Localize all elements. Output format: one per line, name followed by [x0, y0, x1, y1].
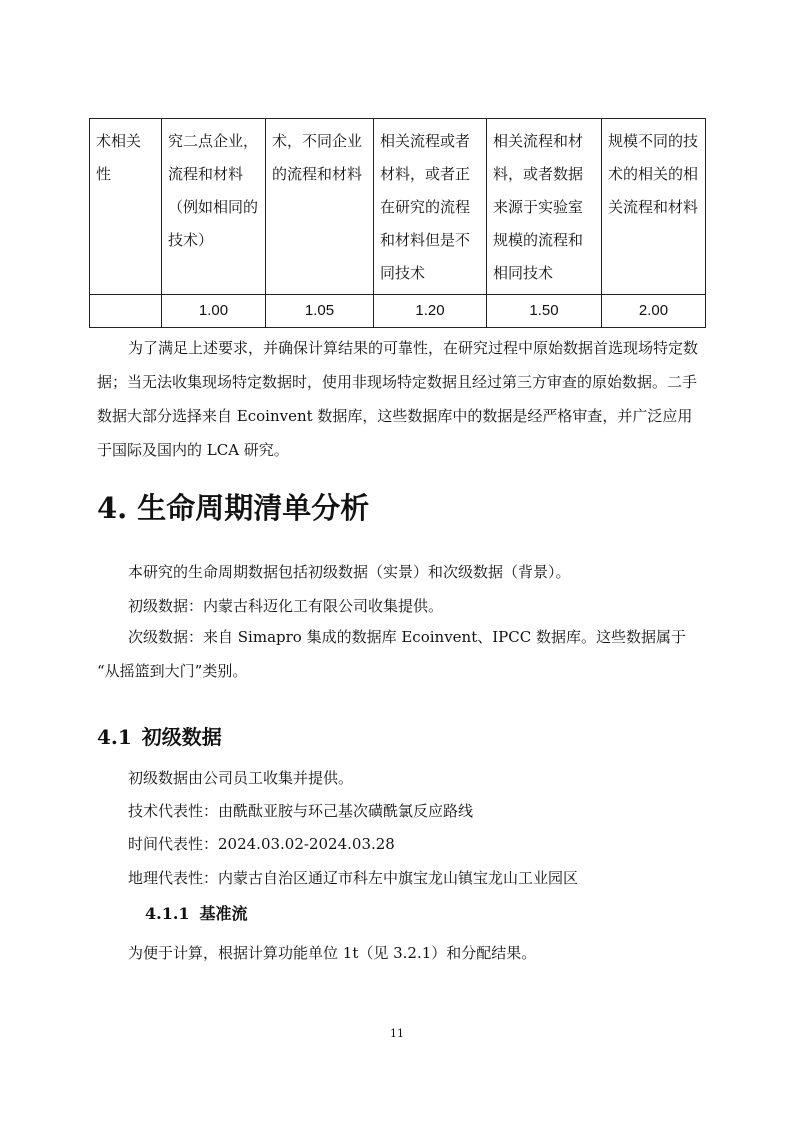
section-heading — [97, 486, 369, 530]
section-number: 4. — [97, 491, 128, 525]
body-line: 时间代表性：2024.03.02-2024.03.28 — [128, 835, 395, 853]
table-cell: 1.50 — [487, 295, 602, 328]
body-line: 初级数据由公司员工收集并提供。 — [128, 769, 354, 787]
table-cell: 1.20 — [374, 295, 487, 328]
data-quality-table — [89, 118, 706, 328]
table-cell: 2.00 — [602, 295, 706, 328]
table-cell: 1.05 — [266, 295, 374, 328]
section-title: 生命周期清单分析 — [137, 491, 370, 525]
subsubsection-number: 4.1.1 — [145, 904, 190, 923]
table-row — [90, 295, 706, 328]
subsection-heading — [97, 721, 222, 753]
body-line: 地理代表性：内蒙古自治区通辽市科左中旗宝龙山镇宝龙山工业园区 — [128, 869, 579, 887]
subsection-title: 初级数据 — [141, 725, 222, 749]
subsection-number: 4.1 — [97, 725, 132, 749]
page-number: 11 — [390, 1027, 404, 1040]
table-cell — [90, 295, 162, 328]
body-line: 初级数据：内蒙古科迈化工有限公司收集提供。 — [128, 597, 444, 615]
body-line: 为便于计算，根据计算功能单位 1t（见 3.2.1）和分配结果。 — [128, 944, 537, 962]
table-cell: 术，不同企业的流程和材料 — [266, 119, 374, 295]
table-cell: 1.00 — [162, 295, 266, 328]
table-cell: 相关流程和材料，或者数据来源于实验室规模的流程和相同技术 — [487, 119, 602, 295]
subsubsection-title: 基准流 — [199, 904, 248, 923]
table-row — [90, 119, 706, 295]
body-line: 本研究的生命周期数据包括初级数据（实景）和次级数据（背景）。 — [128, 563, 571, 581]
subsubsection-heading — [145, 900, 248, 928]
body-line: “从摇篮到大门”类别。 — [97, 662, 248, 680]
body-line: 次级数据：来自 Simapro 集成的数据库 Ecoinvent、IPCC 数据库。这些数据属于 — [128, 628, 686, 646]
body-line: 技术代表性：由酰酞亚胺与环己基次磺酰氯反应路线 — [128, 802, 474, 820]
table-cell: 究二点企业，流程和材料（例如相同的技术） — [162, 119, 266, 295]
table-cell: 相关流程或者材料，或者正在研究的流程和材料但是不同技术 — [374, 119, 487, 295]
table-cell: 术相关性 — [90, 119, 162, 295]
table-cell: 规模不同的技术的相关的相关流程和材料 — [602, 119, 706, 295]
data-source-paragraph: 为了满足上述要求，并确保计算结果的可靠性，在研究过程中原始数据首选现场特定数据；当无法收集现场特定数据时，使用非现场特定数据且经过第三方审查的原始数据。二手数据大部分选择来自 Ecoinvent 数据库，这些数据库中的数据是经严格审查，并广泛应用于国际及国内的 LCA 研究。 — [97, 339, 699, 459]
